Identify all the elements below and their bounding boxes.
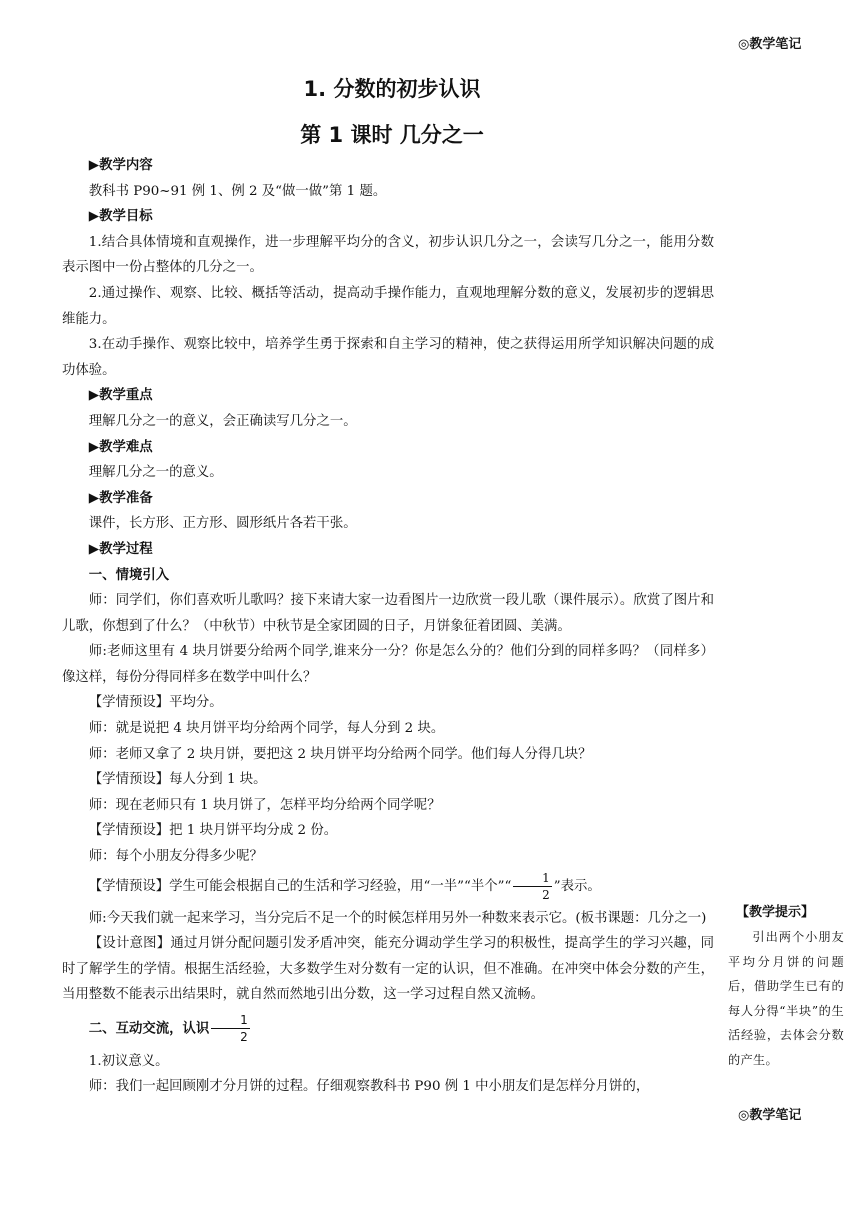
paragraph: 1.初议意义。 [88, 1053, 169, 1069]
paragraph: 师：就是说把 4 块月饼平均分给两个同学，每人分到 2 块。 [88, 721, 445, 737]
section-heading-difficulty: ▶教学难点 [88, 439, 153, 455]
goal-item: 2.通过操作、观察、比较、概括等活动，提高动手操作能力，直观地理解分数的意义，发展初步的逻辑思维能力。 [62, 285, 714, 327]
goal-item: 3.在动手操作、观察比较中，培养学生勇于探索和自主学习的精神，使之获得运用所学知识解决问题的成功体验。 [62, 337, 714, 378]
step-heading-intro: 一、情境引入 [88, 567, 170, 583]
paragraph: 【学情预设】每人分到 1 块。 [88, 772, 267, 788]
paragraph: 师：我们一起回顾刚才分月饼的过程。仔细观察教科书 P90 例 1 中小朋友们是怎样分月饼的， [88, 1079, 650, 1095]
fraction-one-half [513, 872, 551, 901]
teaching-tip-heading: 【教学提示】 [736, 905, 815, 920]
step-heading-interaction [62, 1014, 714, 1045]
content-text: 教科书 P90~91 例 1、例 2 及“做一做”第 1 题。 [88, 183, 387, 199]
difficulty-text: 理解几分之一的意义。 [88, 465, 223, 481]
lesson-subtitle: 第 1 课时 几分之一 [300, 123, 484, 147]
paragraph: 师：现在老师只有 1 块月饼了，怎样平均分给两个同学呢？ [88, 797, 441, 813]
paragraph: 【学情预设】平均分。 [88, 695, 223, 711]
paragraph: 师：同学们，你们喜欢听儿歌吗？接下来请大家一边看图片一边欣赏一段儿歌（课件展示）。欣赏了图片和儿歌，你想到了什么？（中秋节）中秋节是全家团圆的日子，月饼象征着团圆、美满。 [62, 593, 714, 634]
design-intent-paragraph: 【设计意图】通过月饼分配问题引发矛盾冲突，能充分调动学生学习的积极性，提高学生的学习兴趣，同时了解学生的学情。根据生活经验，大多数学生对分数有一定的认识，但不准确。在冲突中体会分数的产生，当用整数不能表示出结果时，就自然而然地引出分数，这一学习过程自然又流畅。 [62, 936, 714, 1003]
goal-item: 1.结合具体情境和直观操作，进一步理解平均分的含义，初步认识几分之一，会读写几分之一，能用分数表示图中一份占整体的几分之一。 [62, 234, 714, 276]
fraction-one-half [211, 1014, 249, 1043]
preset-fraction-line [62, 872, 714, 902]
paragraph: 师:今天我们就一起来学习，当分完后不足一个的时候怎样用另外一种数来表示它。(板书课题：几分之一) [88, 910, 707, 926]
fraction-numerator: 1 [211, 1014, 249, 1029]
fraction-numerator: 1 [513, 872, 551, 887]
step2-heading-text: 二、互动交流，认识 [88, 1021, 210, 1037]
section-heading-key: ▶教学重点 [88, 388, 153, 404]
section-heading-process: ▶教学过程 [88, 541, 153, 557]
teaching-tip-text: 引出两个小朋友平均分月饼的问题后，借助学生已有的每人分得“半块”的生活经验，去体会分数的产生。 [728, 930, 844, 1067]
section-heading-preparation: ▶教学准备 [88, 490, 153, 506]
section-heading-content: ▶教学内容 [88, 158, 153, 173]
sidebar-teaching-tip [728, 901, 844, 1072]
section-heading-goals: ▶教学目标 [88, 209, 153, 225]
paragraph: 师:老师这里有 4 块月饼要分给两个同学,谁来分一分？你是怎么分的？他们分到的同样多吗？（同样多）像这样，每份分得同样多在数学中叫什么？ [62, 644, 714, 685]
main-content [62, 153, 714, 1100]
teaching-notes-label: ◎教学笔记 [738, 1108, 802, 1123]
preparation-text: 课件，长方形、正方形、圆形纸片各若干张。 [88, 516, 357, 532]
paragraph: 师：老师又拿了 2 块月饼，要把这 2 块月饼平均分给两个同学。他们每人分得几块？ [88, 746, 592, 762]
preset-text-before: 【学情预设】学生可能会根据自己的生活和学习经验，用“一半”“半个”“ [88, 878, 512, 894]
teaching-notes-label: ◎教学笔记 [738, 37, 802, 52]
fraction-denominator: 2 [240, 1030, 248, 1044]
page-title: 1. 分数的初步认识 [303, 77, 481, 101]
paragraph: 【学情预设】把 1 块月饼平均分成 2 份。 [88, 823, 338, 839]
key-text: 理解几分之一的意义，会正确读写几分之一。 [88, 413, 357, 429]
preset-text-after: ”表示。 [553, 878, 601, 894]
paragraph: 师：每个小朋友分得多少呢？ [88, 849, 263, 865]
fraction-denominator: 2 [542, 887, 550, 902]
